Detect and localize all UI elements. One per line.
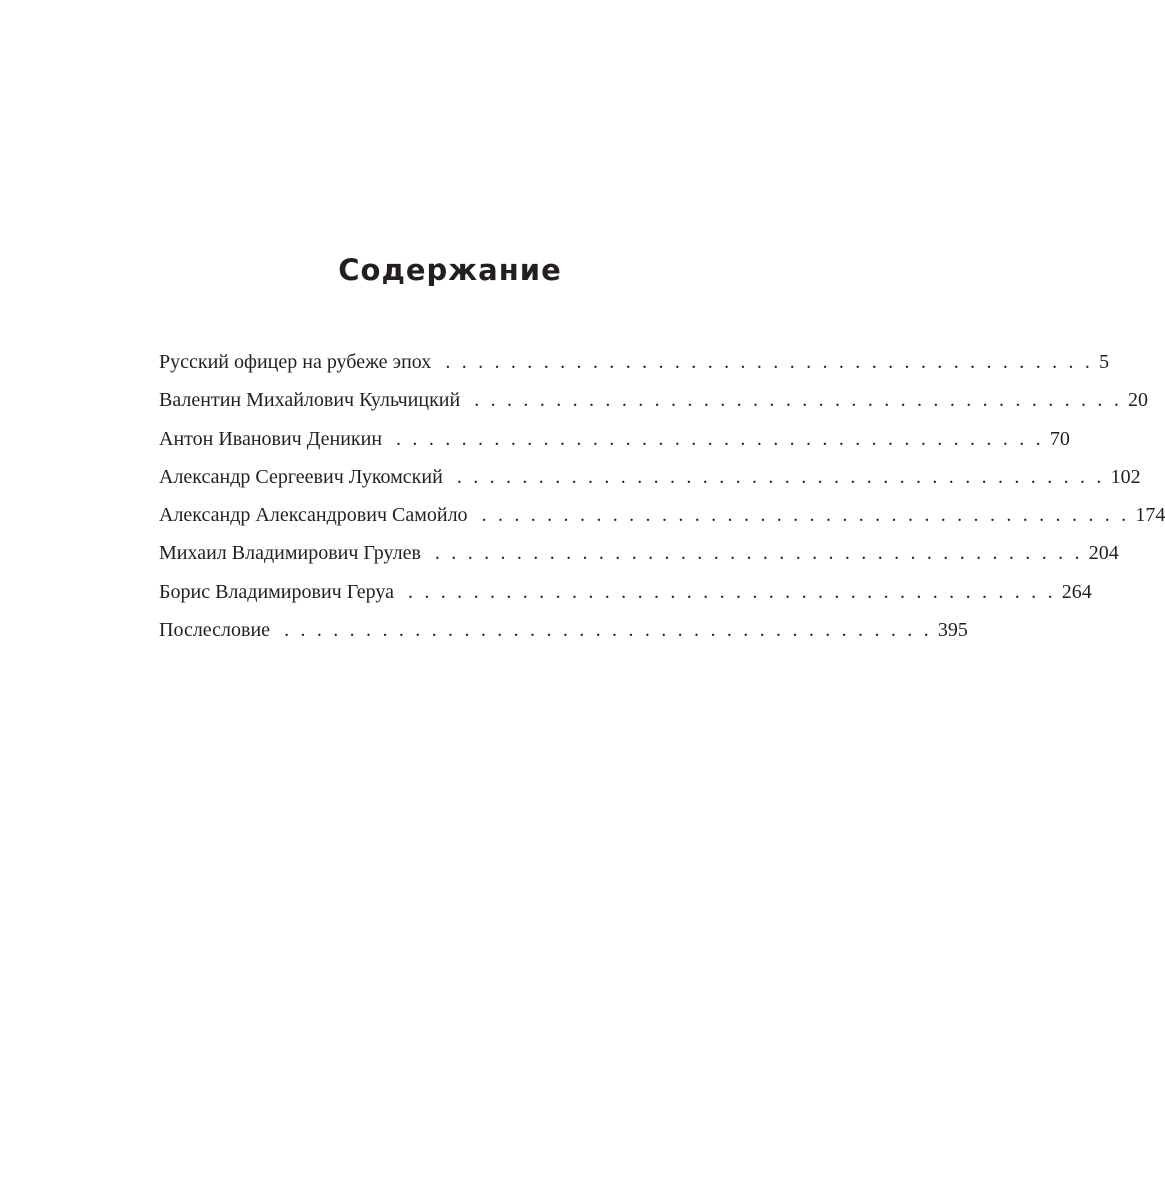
toc-entry-page: 70 bbox=[1049, 427, 1070, 450]
toc-entry[interactable] bbox=[159, 343, 1110, 381]
toc-entry[interactable] bbox=[159, 573, 1092, 611]
toc-entry-title: Антон Иванович Деникин bbox=[159, 427, 383, 450]
toc-entry-title: Михаил Владимирович Грулев bbox=[159, 542, 421, 565]
toc-entry[interactable] bbox=[159, 496, 1165, 534]
toc-entry[interactable] bbox=[159, 534, 1119, 572]
dot-leader: . . . . . . . . . . . . . . . . . . . . . . . . . . . . . . . . . . . . . . . . bbox=[396, 427, 1044, 450]
toc-entry[interactable] bbox=[159, 458, 1141, 496]
toc-entry[interactable] bbox=[159, 420, 1070, 458]
dot-leader: . . . . . . . . . . . . . . . . . . . . . . . . . . . . . . . . . . . . . . . . bbox=[407, 580, 1056, 603]
page-title: Содержание bbox=[338, 253, 562, 287]
toc-entry-title: Александр Александрович Самойло bbox=[159, 504, 468, 527]
toc-entry-page: 204 bbox=[1088, 542, 1119, 565]
toc-entry-title: Русский офицер на рубеже эпох bbox=[159, 351, 432, 373]
toc-entry-page: 174 bbox=[1135, 504, 1165, 527]
toc-entry-page: 102 bbox=[1110, 465, 1141, 488]
toc-entry-page: 395 bbox=[937, 619, 968, 642]
toc-entry-title: Послесловие bbox=[159, 619, 271, 642]
toc-entry[interactable] bbox=[159, 381, 1149, 419]
dot-leader: . . . . . . . . . . . . . . . . . . . . . . . . . . . . . . . . . . . . . . . . bbox=[481, 504, 1130, 527]
toc-entry-title: Борис Владимирович Геруа bbox=[159, 580, 394, 603]
dot-leader: . . . . . . . . . . . . . . . . . . . . . . . . . . . . . . . . . . . . . . . . bbox=[474, 389, 1123, 412]
toc-entry[interactable] bbox=[159, 611, 968, 649]
dot-leader: . . . . . . . . . . . . . . . . . . . . . . . . . . . . . . . . . . . . . . . . bbox=[445, 351, 1094, 373]
table-of-contents bbox=[159, 343, 1165, 649]
toc-entry-title: Александр Сергеевич Лукомский bbox=[159, 465, 443, 488]
toc-entry-page: 5 bbox=[1099, 351, 1110, 373]
dot-leader: . . . . . . . . . . . . . . . . . . . . . . . . . . . . . . . . . . . . . . . . bbox=[456, 465, 1105, 488]
dot-leader: . . . . . . . . . . . . . . . . . . . . . . . . . . . . . . . . . . . . . . . . bbox=[434, 542, 1083, 565]
dot-leader: . . . . . . . . . . . . . . . . . . . . . . . . . . . . . . . . . . . . . . . . bbox=[284, 619, 932, 642]
toc-entry-page: 264 bbox=[1061, 580, 1092, 603]
toc-entry-title: Валентин Михайлович Кульчицкий bbox=[159, 389, 461, 412]
toc-entry-page: 20 bbox=[1128, 389, 1149, 412]
